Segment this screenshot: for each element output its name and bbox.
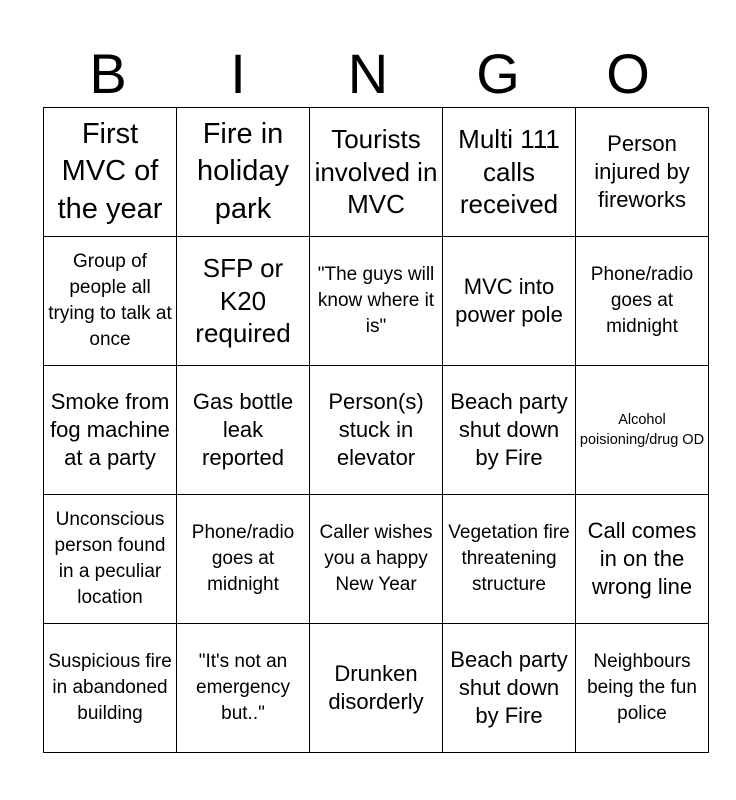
header-letter-g: G — [476, 42, 520, 105]
header-letter-n: N — [347, 42, 389, 105]
header-letter-i: I — [230, 42, 246, 105]
bingo-cell[interactable]: Suspicious fire in abandoned building — [44, 624, 177, 753]
board-row — [44, 237, 709, 366]
board-row — [44, 495, 709, 624]
bingo-cell[interactable]: "The guys will know where it is" — [310, 237, 443, 366]
bingo-cell[interactable]: First MVC of the year — [44, 108, 177, 237]
bingo-cell[interactable]: Tourists involved in MVC — [310, 108, 443, 237]
bingo-cell[interactable]: MVC into power pole — [443, 237, 576, 366]
bingo-cell[interactable]: Beach party shut down by Fire — [443, 366, 576, 495]
bingo-cell[interactable]: Phone/radio goes at midnight — [576, 237, 709, 366]
bingo-cell[interactable]: Unconscious person found in a peculiar location — [44, 495, 177, 624]
bingo-header — [43, 40, 693, 108]
bingo-cell[interactable]: Multi 111 calls received — [443, 108, 576, 237]
bingo-cell[interactable]: SFP or K20 required — [177, 237, 310, 366]
board-row — [44, 108, 709, 237]
bingo-cell[interactable]: Beach party shut down by Fire — [443, 624, 576, 753]
bingo-cell[interactable]: Person injured by fireworks — [576, 108, 709, 237]
bingo-cell[interactable]: Group of people all trying to talk at once — [44, 237, 177, 366]
bingo-cell[interactable]: Gas bottle leak reported — [177, 366, 310, 495]
board-row — [44, 366, 709, 495]
bingo-cell[interactable]: Neighbours being the fun police — [576, 624, 709, 753]
bingo-cell[interactable]: Fire in holiday park — [177, 108, 310, 237]
bingo-board — [43, 107, 709, 753]
bingo-cell[interactable]: Vegetation fire threatening structure — [443, 495, 576, 624]
header-letter-b: B — [89, 42, 127, 105]
bingo-cell[interactable]: Caller wishes you a happy New Year — [310, 495, 443, 624]
bingo-cell[interactable]: Call comes in on the wrong line — [576, 495, 709, 624]
bingo-cell[interactable]: "It's not an emergency but.." — [177, 624, 310, 753]
bingo-cell[interactable]: Smoke from fog machine at a party — [44, 366, 177, 495]
board-row — [44, 624, 709, 753]
bingo-cell[interactable]: Drunken disorderly — [310, 624, 443, 753]
bingo-cell[interactable]: Person(s) stuck in elevator — [310, 366, 443, 495]
bingo-cell[interactable]: Alcohol poisioning/drug OD — [576, 366, 709, 495]
bingo-cell[interactable]: Phone/radio goes at midnight — [177, 495, 310, 624]
header-letter-o: O — [606, 42, 650, 105]
